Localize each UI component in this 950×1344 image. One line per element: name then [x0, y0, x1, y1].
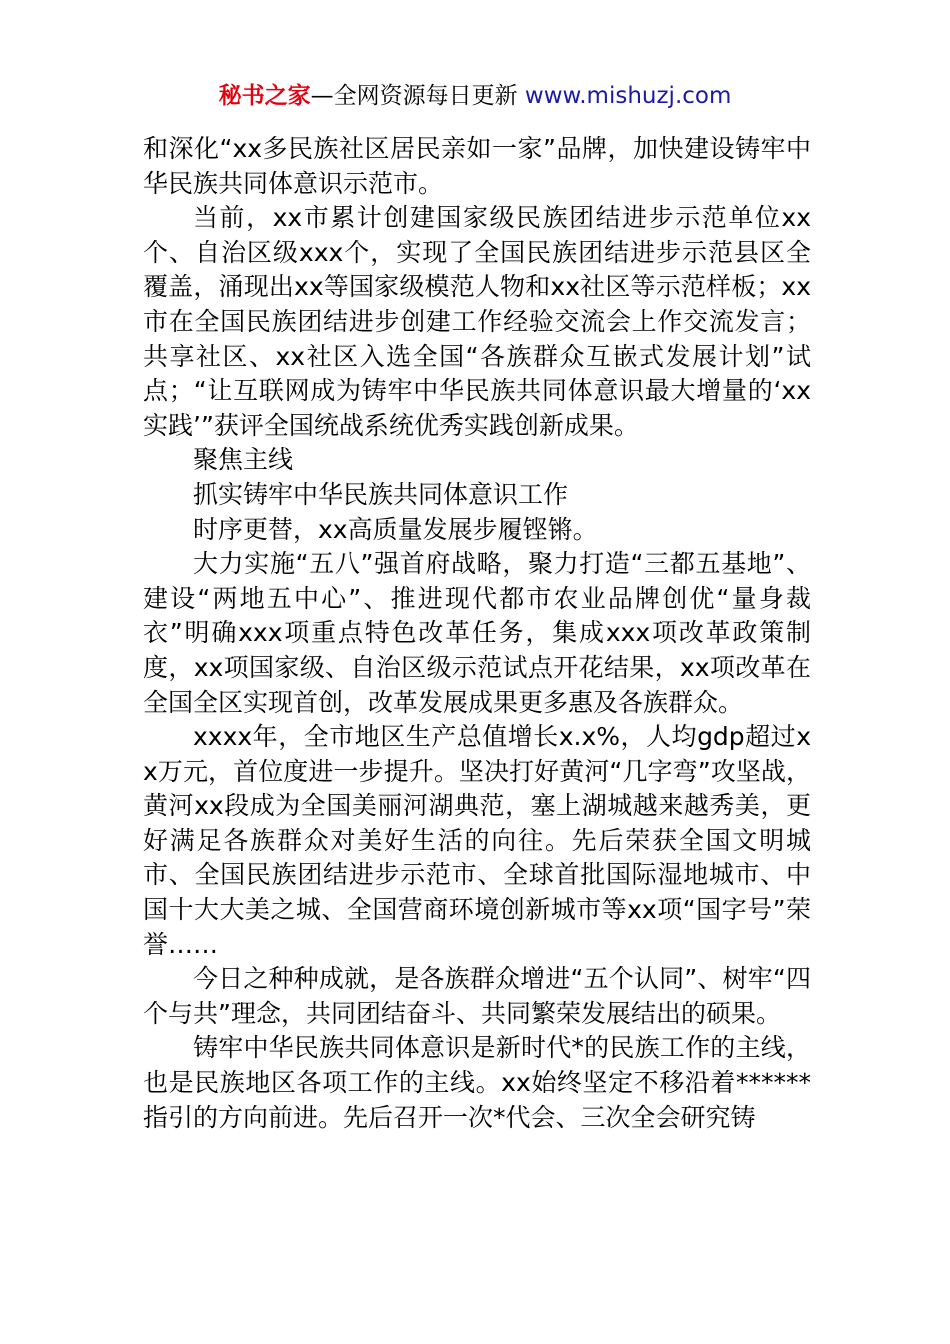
- body-paragraph: xxxx年，全市地区生产总值增长x.x%，人均gdp超过xx万元，首位度进一步提升。坚决打好黄河“几字弯”攻坚战，黄河xx段成为全国美丽河湖典范，塞上湖城越来越秀美，更好满足各族群众对美好生活的向往。先后荣获全国文明城市、全国民族团结进步示范市、全球首批国际湿地城市、中国十大大美之城、全国营商环境创新城市等xx项“国字号”荣誉……: [143, 722, 811, 959]
- body-paragraph: 和深化“xx多民族社区居民亲如一家”品牌，加快建设铸牢中华民族共同体意识示范市。: [143, 134, 811, 198]
- body-paragraph: 时序更替，xx高质量发展步履铿锵。: [193, 514, 598, 544]
- site-url-link[interactable]: www.mishuzj.com: [524, 83, 732, 109]
- body-paragraph: 大力实施“五八”强首府战略，聚力打造“三都五基地”、建设“两地五中心”、推进现代都市农业品牌创优“量身裁衣”明确xxx项重点特色改革任务，集成xxx项改革政策制度，xx项国家级、自治区级示范试点开花结果，xx项改革在全国全区实现首创，改革发展成果更多惠及各族群众。: [143, 549, 811, 717]
- site-tagline: —全网资源每日更新: [310, 83, 525, 109]
- body-paragraph: 今日之种种成就，是各族群众增进“五个认同”、树牢“四个与共”理念，共同团结奋斗、共同繁荣发展结出的硕果。: [143, 964, 811, 1028]
- section-subheading: 抓实铸牢中华民族共同体意识工作: [193, 479, 569, 509]
- section-heading: 聚焦主线: [193, 445, 294, 475]
- body-paragraph: 铸牢中华民族共同体意识是新时代*的民族工作的主线，也是民族地区各项工作的主线。xx始终坚定不移沿着******指引的方向前进。先后召开一次*代会、三次全会研究铸: [143, 1033, 811, 1132]
- site-brand: 秘书之家: [218, 83, 311, 109]
- site-header: [0, 80, 950, 112]
- body-paragraph: 当前，xx市累计创建国家级民族团结进步示范单位xx个、自治区级xxx个，实现了全国民族团结进步示范县区全覆盖，涌现出xx等国家级模范人物和xx社区等示范样板；xx市在全国民族团结进步创建工作经验交流会上作交流发言；共享社区、xx社区入选全国“各族群众互嵌式发展计划”试点；“让互联网成为铸牢中华民族共同体意识最大增量的‘xx实践’”获评全国统战系统优秀实践创新成果。: [143, 203, 811, 440]
- document-body: [143, 132, 811, 1135]
